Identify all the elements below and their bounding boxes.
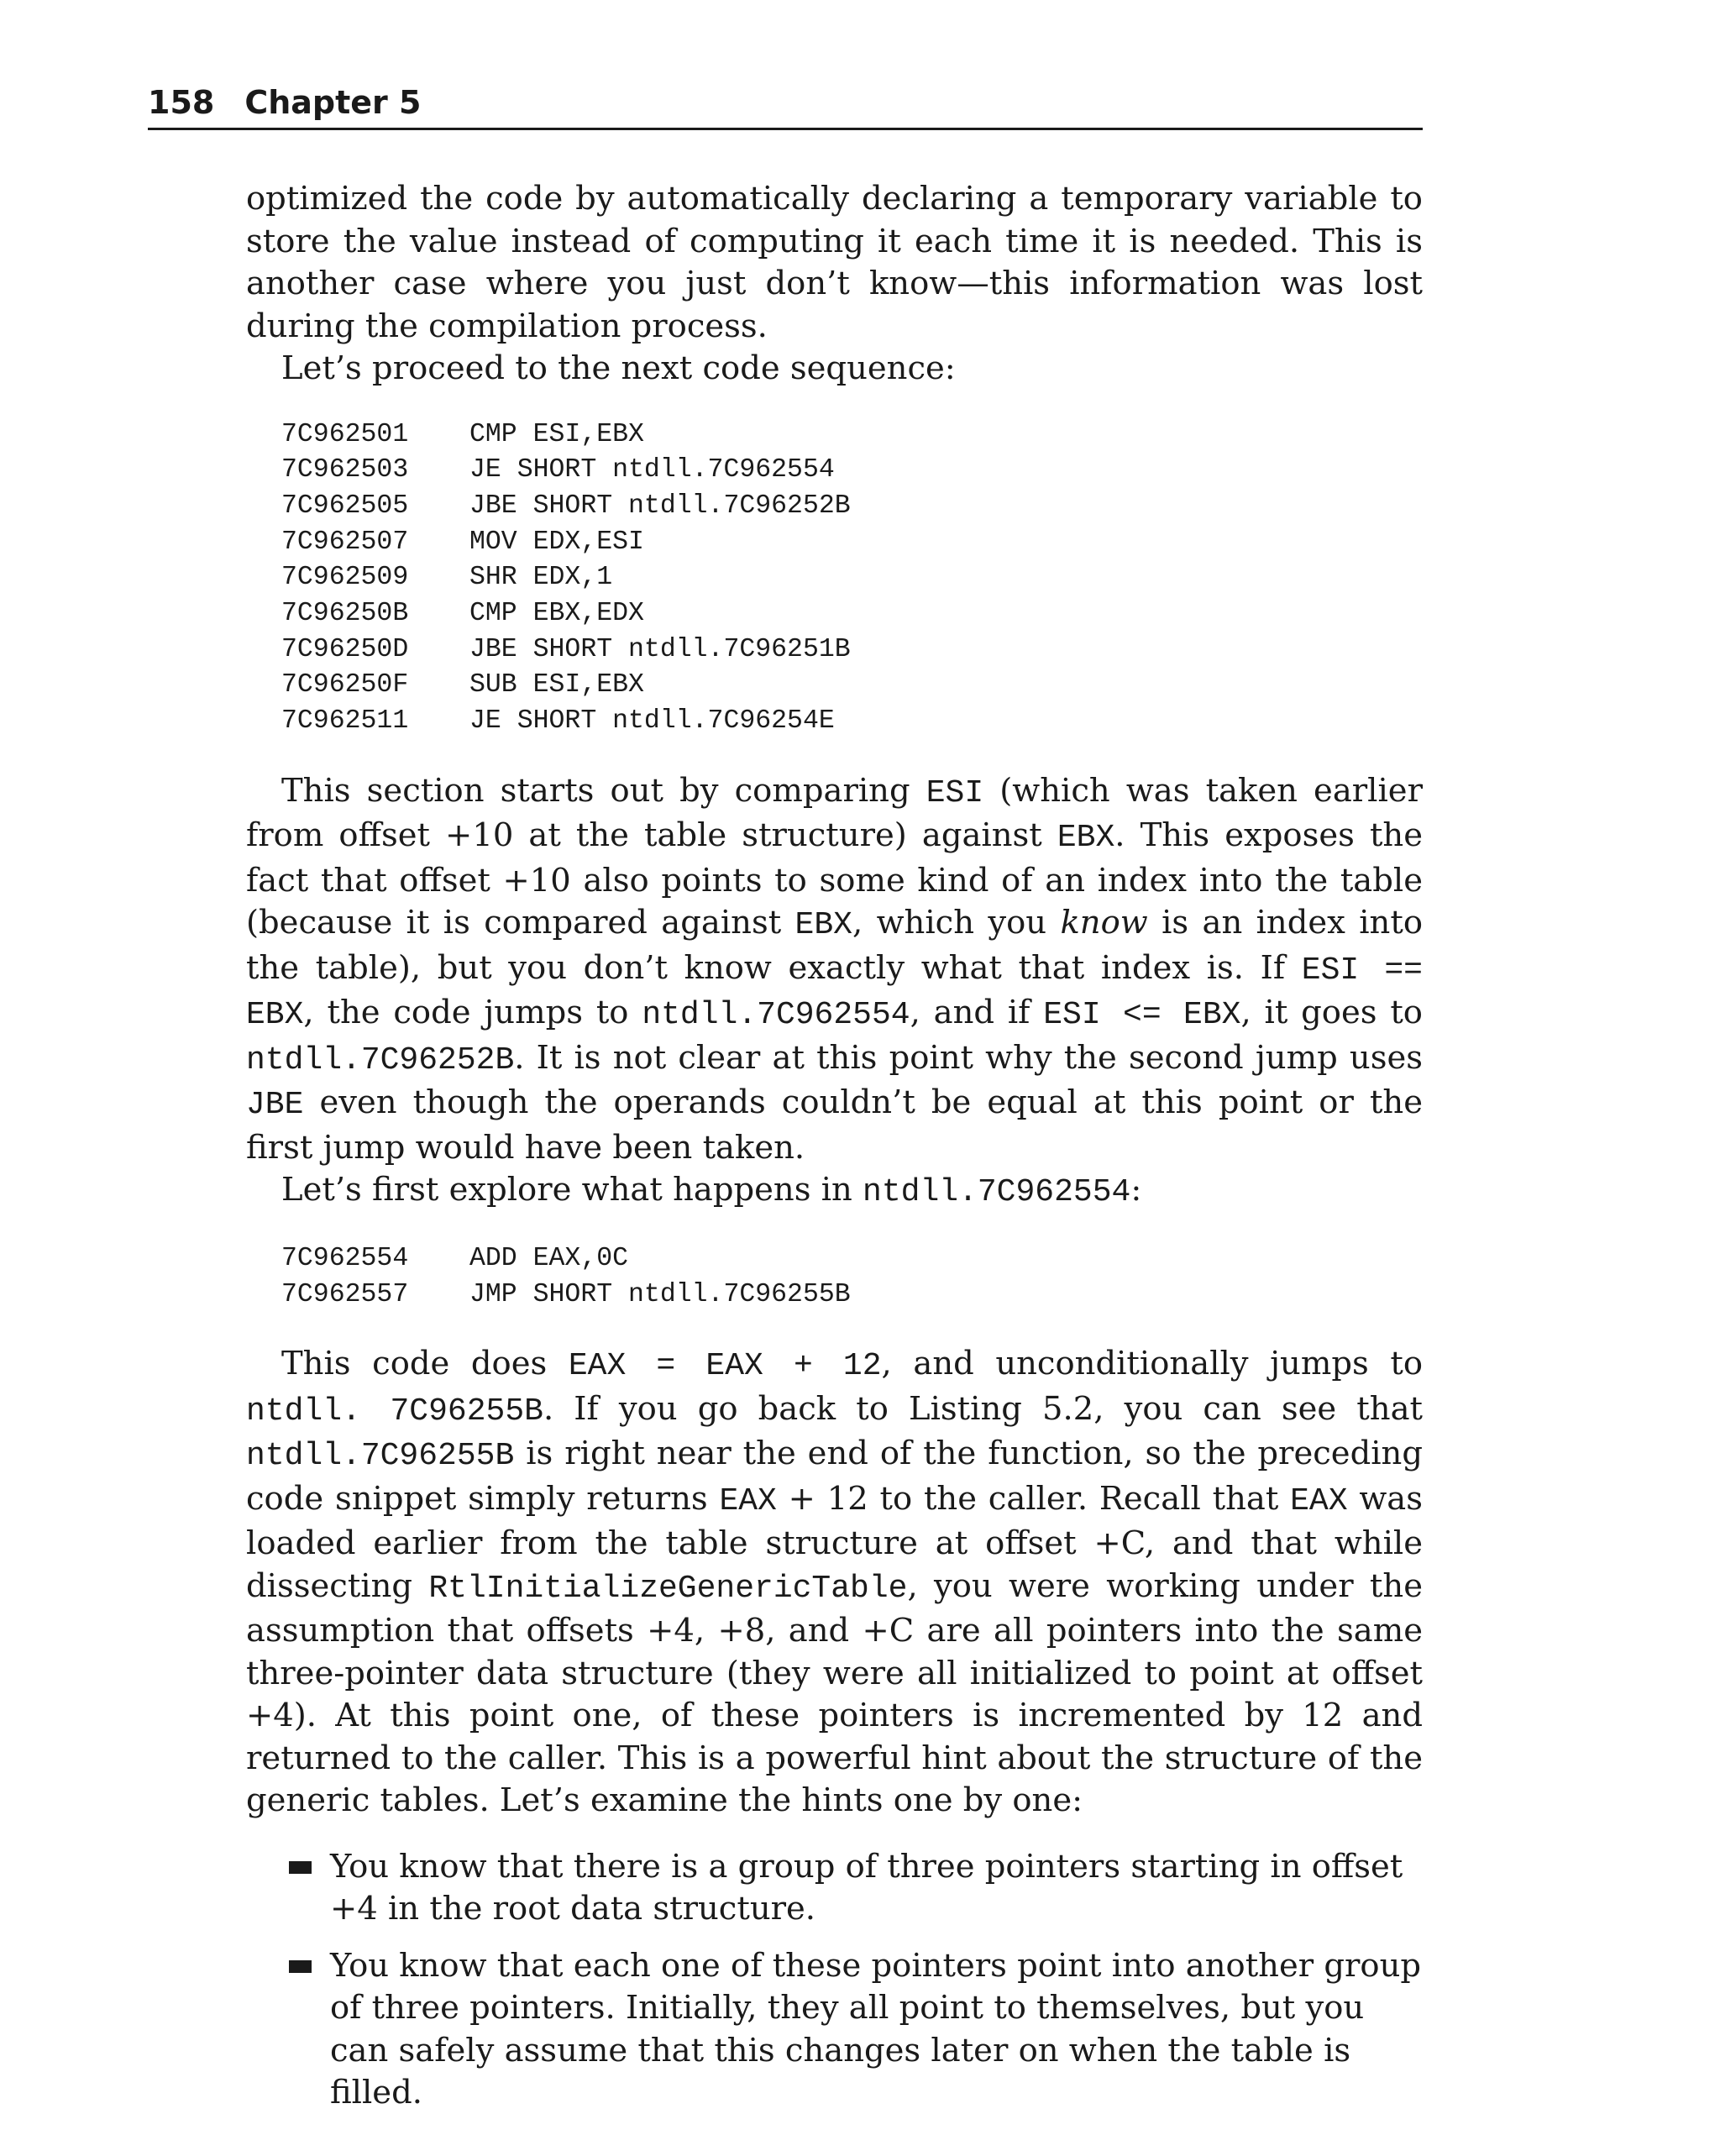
bullet-icon [289,1861,312,1874]
text-run: is an index into the table), but you don’t know exactly what that index is. If [246,904,1423,987]
code-instruction: CMP ESI,EBX [469,419,644,449]
code-line [281,1241,1423,1277]
code-listing-1 [281,417,1423,740]
code-address: 7C962507 [281,527,409,557]
inline-code: ntdll.7C96252B [246,1041,515,1078]
text-run: , the code jumps to [303,994,642,1032]
code-address: 7C962503 [281,455,409,485]
text-run: + 12 to the caller. Recall that [776,1479,1291,1518]
code-instruction: JMP SHORT ntdll.7C96255B [469,1279,851,1309]
inline-code: RtlInitializeGenericTable [428,1570,908,1607]
emphasis: know [1060,904,1148,942]
code-instruction: ADD EAX,0C [469,1243,629,1273]
inline-code: ESI <= EBX [1043,997,1241,1034]
code-instruction: JBE SHORT ntdll.7C96252B [469,490,851,521]
code-line [281,417,1423,454]
paragraph-2: Let’s proceed to the next code sequence: [281,349,956,387]
bullet-list [246,1846,1423,2115]
list-item-text: You know that there is a group of three pointers starting in offset +4 in the root data structure. [330,1847,1403,1928]
code-address: 7C962557 [281,1279,409,1309]
code-instruction: SHR EDX,1 [469,563,613,593]
code-line [281,632,1423,669]
code-line [281,560,1423,596]
inline-code: ntdll.7C96255B [246,1438,515,1475]
code-address: 7C962501 [281,419,409,449]
code-line [281,525,1423,561]
code-address: 7C962505 [281,490,409,521]
code-instruction: JBE SHORT ntdll.7C96251B [469,634,851,664]
paragraph-1: optimized the code by automatically declaring a temporary variable to store the value instead of computing it each time it is needed. This is another case where you just don’t know—this information was lost during the compilation process. [246,180,1423,345]
paragraph-5 [246,1343,1423,1823]
code-listing-2 [281,1241,1423,1313]
code-line [281,1277,1423,1314]
code-line [281,596,1423,632]
page-number: 158 [148,84,215,121]
text-run: . It is not clear at this point why the second jump uses [514,1038,1423,1077]
inline-code: ntdll. 7C96255B [246,1393,543,1429]
code-line [281,489,1423,525]
text-run: This section starts out by comparing [281,771,926,810]
code-instruction: CMP EBX,EDX [469,599,644,629]
body-text [246,178,1423,2129]
list-item [246,1846,1423,1931]
code-address: 7C96250D [281,634,409,664]
inline-code: EAX [1290,1482,1348,1519]
code-address: 7C962509 [281,563,409,593]
paragraph-4 [246,1169,1423,1214]
running-head [148,81,1423,130]
code-instruction: MOV EDX,ESI [469,527,644,557]
code-line [281,453,1423,489]
text-run: is right near the end of the function, so the preceding code snippet simply returns [246,1435,1423,1518]
text-run: This code does [281,1345,569,1383]
inline-code: ntdll.7C962554 [642,997,910,1034]
list-item [246,1945,1423,2115]
code-address: 7C962511 [281,706,409,737]
inline-code: EAX [719,1482,777,1519]
bullet-icon [289,1960,312,1973]
text-run: : [1130,1171,1142,1209]
code-instruction: SUB ESI,EBX [469,670,644,700]
inline-code: ESI [926,774,984,811]
text-run: , which you [852,904,1061,942]
text-run: , and unconditionally jumps to [881,1345,1423,1383]
text-run: (which was taken earlier from offset +10 at the table structure) against [246,771,1423,855]
text-run: was loaded earlier from the table structure at offset +C, and that while dissecting [246,1479,1423,1605]
chapter-title: Chapter 5 [244,84,422,121]
inline-code: ntdll.7C962554 [863,1174,1131,1211]
text-run: Let’s first explore what happens in [281,1171,863,1209]
text-run: , you were working under the assumption that offsets +4, +8, and +C are all pointers into the same three-pointer data structure (they were all initialized to point at offset +4). At this point one, of these pointers is incremented by 12 and returned to the caller. This is a powerful hint about the structure of the generic tables. Let’s examine the hints one by one: [246,1566,1423,1820]
text-run: , it goes to [1240,994,1423,1032]
code-address: 7C962554 [281,1243,409,1273]
text-run: . This exposes the fact that offset +10 also points to some kind of an index into the table (because it is compared against [246,816,1424,942]
code-line [281,704,1423,740]
paragraph-3 [246,770,1423,1170]
inline-code: JBE [246,1087,304,1124]
inline-code: EBX [1057,820,1115,857]
inline-code: ESI == EBX [246,952,1423,1034]
code-address: 7C96250B [281,599,409,629]
code-instruction: JE SHORT ntdll.7C962554 [469,455,835,485]
inline-code: EAX = EAX + 12 [568,1348,882,1385]
text-run: . If you go back to Listing 5.2, you can see that [543,1389,1423,1428]
code-instruction: JE SHORT ntdll.7C96254E [469,706,835,737]
list-item-text: You know that each one of these pointers point into another group of three pointers. Initially, they all point to themselves, but you can safely assume that this changes later on when the table is filled. [330,1946,1422,2112]
inline-code: EBX [794,907,852,944]
text-run: even though the operands couldn’t be equal at this point or the first jump would have been taken. [246,1083,1423,1167]
text-run: , and if [910,994,1044,1032]
code-line [281,668,1423,704]
code-address: 7C96250F [281,670,409,700]
